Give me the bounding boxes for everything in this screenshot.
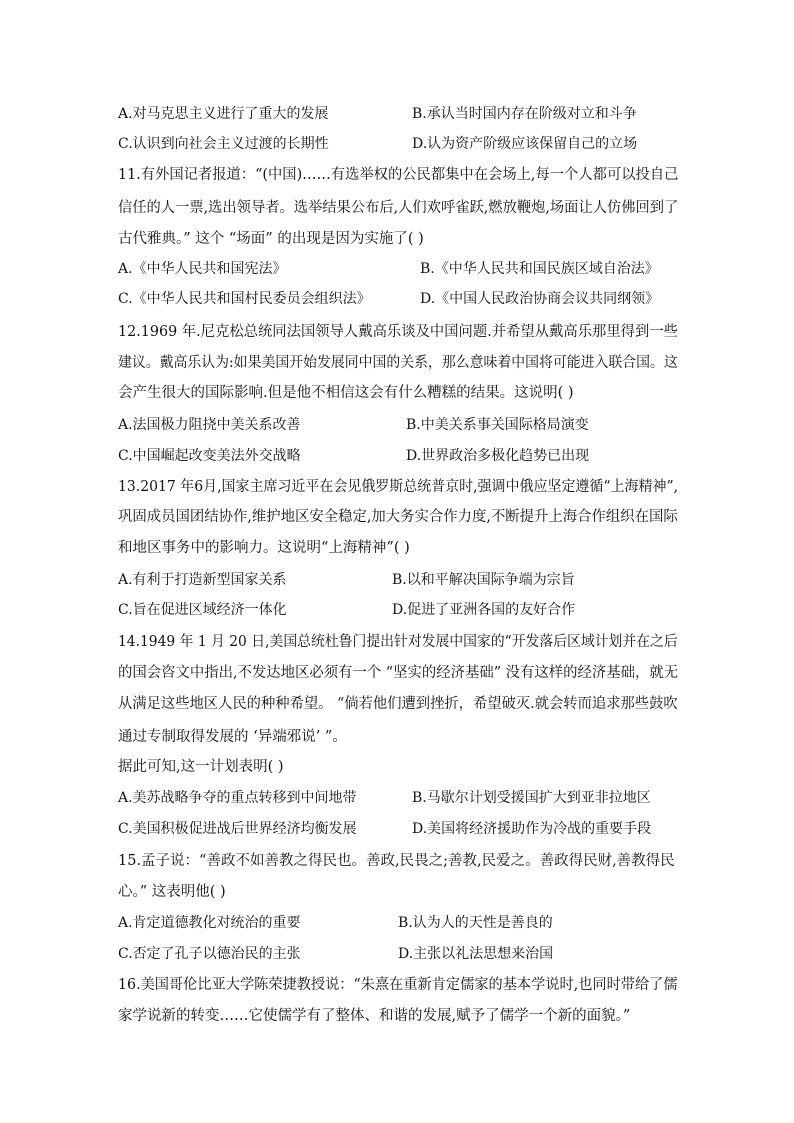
- q10-option-d: D.认为资产阶级应该保留自己的立场: [412, 136, 638, 152]
- q14-option-c: C.美国积极促进战后世界经济均衡发展: [118, 821, 357, 837]
- q13-option-d: D.促进了亚洲各国的友好合作: [392, 602, 576, 618]
- q11-option-b: B.《中华人民共和国民族区域自治法》: [420, 261, 659, 277]
- q14-stem-line: 14.1949 年 1 月 20 日,美国总统杜鲁门提出针对发展中国家的“开发落后区域计划并在之后: [118, 634, 678, 650]
- q13-stem-line: 巩固成员国团结协作,维护地区安全稳定,加大务实合作力度,不断提升上海合作组织在国际: [118, 509, 678, 525]
- q11-stem-line: 古代雅典。” 这个 “场面” 的出现是因为实施了( ): [118, 231, 424, 247]
- q12-option-c: C.中国崛起改变美法外交战略: [118, 448, 301, 464]
- q12-stem-line: 会产生很大的国际影响.但是他不相信这会有什么糟糕的结果。这说明( ): [118, 385, 574, 401]
- q14-stem-line: 从满足这些地区人民的种种希望。 “倘若他们遭到挫折，希望破灭.就会转而追求那些鼓吹: [118, 696, 678, 712]
- q16-stem-line: 16.美国哥伦比亚大学陈荣捷教授说：“朱熹在重新肯定儒家的基本学说时,也同时带给了儒: [118, 977, 678, 993]
- q16-stem-line: 家学说新的转变……它使儒学有了整体、和谐的发展,赋予了儒学一个新的面貌。”: [118, 1008, 631, 1024]
- q11-stem-line: 信任的人一票,选出领导者。选举结果公布后,人们欢呼雀跃,燃放鞭炮,场面让人仿佛回到了: [118, 200, 679, 216]
- q13-option-c: C.旨在促进区域经济一体化: [118, 602, 287, 618]
- q14-stem-line: 的国会咨文中指出,不发达地区必须有一个 “坚实的经济基础” 没有这样的经济基础，就无: [118, 665, 679, 681]
- q11-option-d: D.《中国人民政治协商会议共同纲领》: [420, 291, 660, 307]
- q12-option-b: B.中美关系事关国际格局演变: [406, 417, 589, 433]
- q13-stem-line: 和地区事务中的影响力。这说明“上海精神”( ): [118, 540, 410, 556]
- q12-option-a: A.法国极力阻挠中美关系改善: [118, 417, 301, 433]
- q15-stem-line: 15.孟子说：“善政不如善教之得民也。善政,民畏之;善教,民爱之。善政得民财,善教得民: [118, 853, 675, 869]
- q10-option-c: C.认识到向社会主义过渡的长期性: [118, 136, 329, 152]
- q15-option-d: D.主张以礼法思想来治国: [398, 946, 554, 962]
- q13-option-a: A.有利于打造新型国家关系: [118, 572, 287, 588]
- q12-option-d: D.世界政治多极化趋势已出现: [406, 448, 590, 464]
- q11-option-c: C.《中华人民共和国村民委员会组织法》: [118, 291, 371, 307]
- q14-stem-line: 通过专制取得发展的 ‘异端邪说’ ”。: [118, 729, 347, 745]
- q11-option-a: A.《中华人民共和国宪法》: [118, 261, 287, 277]
- q14-option-a: A.美苏战略争夺的重点转移到中间地带: [118, 790, 357, 806]
- q13-stem-line: 13.2017 年6月,国家主席习近平在会见俄罗斯总统普京时,强调中俄应坚定遵循“上海精神”,: [118, 479, 679, 495]
- q13-option-b: B.以和平解决国际争端为宗旨: [392, 572, 575, 588]
- q12-stem-line: 建议。戴高乐认为:如果美国开始发展同中国的关系，那么意味着中国将可能进入联合国。这: [118, 355, 678, 371]
- q14-option-b: B.马歇尔计划受援国扩大到亚非拉地区: [412, 790, 651, 806]
- q15-option-a: A.肯定道德教化对统治的重要: [118, 915, 301, 931]
- q10-option-b: B.承认当时国内存在阶级对立和斗争: [412, 106, 637, 122]
- q15-option-c: C.否定了孔子以德治民的主张: [118, 946, 301, 962]
- q15-option-b: B.认为人的天性是善良的: [398, 915, 553, 931]
- q11-stem-line: 11.有外国记者报道：“(中国)……有选举权的公民都集中在会场上,每一个人都可以投自己: [118, 167, 679, 183]
- q12-stem-line: 12.1969 年.尼克松总统同法国领导人戴高乐谈及中国问题.并希望从戴高乐那里得到一些: [118, 324, 678, 340]
- q14-option-d: D.美国将经济援助作为冷战的重要手段: [412, 821, 652, 837]
- q14-stem-line: 据此可知,这一计划表明( ): [118, 759, 284, 775]
- q10-option-a: A.对马克思主义进行了重大的发展: [118, 106, 329, 122]
- q15-stem-line: 心。” 这表明他( ): [118, 884, 226, 900]
